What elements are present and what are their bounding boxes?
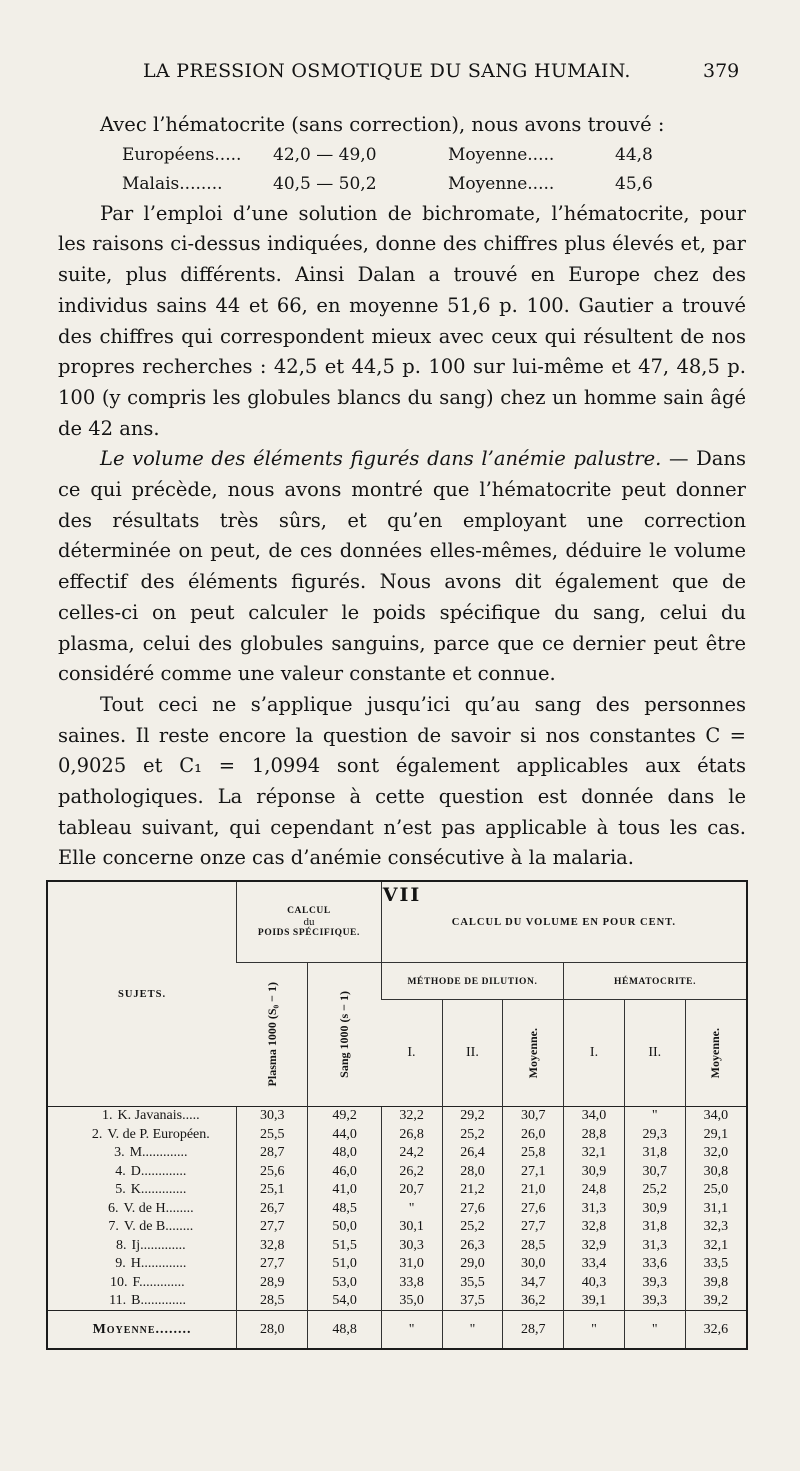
- cell-d1: 30,1: [381, 1218, 442, 1237]
- subject-cell: [48, 1144, 237, 1163]
- cell-h2: 31,8: [624, 1144, 685, 1163]
- subject-cell: [48, 1199, 237, 1218]
- mean-plasma: 28,0: [237, 1311, 308, 1348]
- subject-number: 1.: [102, 1108, 113, 1124]
- cell-sang: 46,0: [308, 1162, 381, 1181]
- cell-dm: 34,7: [503, 1273, 564, 1292]
- header-dilution: [381, 963, 563, 1000]
- cell-d1: 26,2: [381, 1162, 442, 1181]
- running-header: [0, 60, 800, 96]
- subject-name: M.............: [129, 1145, 188, 1161]
- subject-name: V. de P. Européen.: [107, 1126, 210, 1142]
- cell-hm: 39,2: [685, 1292, 746, 1311]
- cell-d2: 37,5: [442, 1292, 503, 1311]
- subject-number: 8.: [116, 1237, 127, 1253]
- mean-h2: ": [624, 1311, 685, 1348]
- cell-dm: 30,7: [503, 1106, 564, 1125]
- cell-hm: 39,8: [685, 1273, 746, 1292]
- cell-d1: 33,8: [381, 1273, 442, 1292]
- subject-name: D.............: [130, 1163, 187, 1179]
- cell-h2: 30,9: [624, 1199, 685, 1218]
- cell-h1: 30,9: [564, 1162, 625, 1181]
- cell-plasma: 28,9: [237, 1273, 308, 1292]
- cell-hm: 31,1: [685, 1199, 746, 1218]
- cell-sang: 53,0: [308, 1273, 381, 1292]
- data-table: [48, 882, 746, 1348]
- cell-h1: 39,1: [564, 1292, 625, 1311]
- cell-d2: 26,4: [442, 1144, 503, 1163]
- cell-h2: ": [624, 1106, 685, 1125]
- cell-sang: 54,0: [308, 1292, 381, 1311]
- measurement-mean-label: Moyenne.....: [448, 144, 555, 165]
- cell-hm: 32,1: [685, 1236, 746, 1255]
- cell-plasma: 28,7: [237, 1144, 308, 1163]
- cell-d2: 35,5: [442, 1273, 503, 1292]
- paragraph-1: Par l’emploi d’une solution de bichromate, l’hématocrite, pour les raisons ci-dessus indiquées, donne des chiffres plus élevés et, par suite, plus différents. Ainsi Dalan a trouvé en Europe chez des individus sains 44 et 66, en moyenne 51,6 p. 100. Gautier a trouvé des chiffres qui correspondent mieux avec ceux qui résultent de nos propres recherches : 42,5 et 44,5 p. 100 sur lui-même et 47, 48,5 p. 100 (y compris les globules blancs du sang) chez un homme sain âgé de 42 ans.: [58, 201, 746, 440]
- subject-cell: [48, 1255, 237, 1274]
- mean-label: [48, 1311, 237, 1348]
- dilution-mean-label: Moyenne.: [525, 1027, 540, 1079]
- mean-d1: ": [381, 1311, 442, 1348]
- cell-plasma: 32,8: [237, 1236, 308, 1255]
- table-row: [48, 1106, 746, 1125]
- mean-dm: 28,7: [503, 1311, 564, 1348]
- header-sw-line-2: du: [303, 916, 315, 929]
- cell-dm: 27,7: [503, 1218, 564, 1237]
- subject-cell: [48, 1218, 237, 1237]
- cell-h2: 33,6: [624, 1255, 685, 1274]
- cell-sang: 41,0: [308, 1181, 381, 1200]
- cell-d1: 31,0: [381, 1255, 442, 1274]
- header-plasma: [237, 963, 308, 1106]
- header-subjects-label: SUJETS.: [117, 988, 167, 1000]
- cell-h2: 31,3: [624, 1236, 685, 1255]
- cell-h1: 31,3: [564, 1199, 625, 1218]
- header-sang: [308, 963, 381, 1106]
- subject-cell: [48, 1292, 237, 1311]
- paragraph-2-body: — Dans ce qui précède, nous avons montré que l’hématocrite peut donner des résultats très sûrs, et qu’en employant une correction déterminée on peut, de ces données elles-mêmes, déduire le volume effectif des éléments figurés. Nous avons dit également que de celles-ci on peut calculer le poids spécifique du sang, celui du plasma, celui des globules sanguins, parce que ce dernier peut être considéré comme une valeur constante et connue.: [58, 447, 746, 686]
- cell-h2: 39,3: [624, 1292, 685, 1311]
- cell-d1: 35,0: [381, 1292, 442, 1311]
- subject-number: 9.: [115, 1256, 126, 1272]
- cell-h1: 33,4: [564, 1255, 625, 1274]
- data-table-frame: [46, 880, 748, 1350]
- cell-plasma: 25,6: [237, 1162, 308, 1181]
- measurement-label: Malais........: [122, 173, 223, 194]
- cell-h1: 32,8: [564, 1218, 625, 1237]
- subject-number: 10.: [109, 1274, 128, 1290]
- running-title: LA PRESSION OSMOTIQUE DU SANG HUMAIN.: [143, 60, 631, 82]
- subject-name: V. de H........: [123, 1200, 194, 1216]
- page-number: 379: [703, 60, 740, 82]
- header-specific-weight: [237, 882, 382, 963]
- cell-h1: 28,8: [564, 1125, 625, 1144]
- cell-hm: 30,8: [685, 1162, 746, 1181]
- cell-hm: 32,0: [685, 1144, 746, 1163]
- cell-h1: 24,8: [564, 1181, 625, 1200]
- measurement-row: [58, 141, 746, 170]
- measurement-range: 40,5 — 50,2: [273, 173, 377, 194]
- hematocrit-label: HÉMATOCRITE.: [614, 977, 697, 988]
- cell-plasma: 26,7: [237, 1199, 308, 1218]
- cell-sang: 49,2: [308, 1106, 381, 1125]
- subject-name: Ij.............: [131, 1237, 186, 1253]
- cell-h2: 29,3: [624, 1125, 685, 1144]
- mean-label-text: Moyenne........: [92, 1321, 192, 1337]
- cell-d1: 26,8: [381, 1125, 442, 1144]
- cell-hm: 32,3: [685, 1218, 746, 1237]
- cell-h2: 30,7: [624, 1162, 685, 1181]
- cell-h1: 34,0: [564, 1106, 625, 1125]
- cell-dm: 36,2: [503, 1292, 564, 1311]
- subject-number: 7.: [108, 1219, 119, 1235]
- cell-h1: 40,3: [564, 1273, 625, 1292]
- cell-hm: 34,0: [685, 1106, 746, 1125]
- cell-h2: 31,8: [624, 1218, 685, 1237]
- cell-hm: 25,0: [685, 1181, 746, 1200]
- cell-d1: ": [381, 1199, 442, 1218]
- cell-h1: 32,1: [564, 1144, 625, 1163]
- header-dm: [503, 1000, 564, 1106]
- subject-number: 11.: [109, 1293, 127, 1309]
- header-h2: II.: [624, 1000, 685, 1106]
- cell-dm: 27,1: [503, 1162, 564, 1181]
- table-number: VII: [382, 884, 422, 907]
- plasma-label: Plasma 1000 (S₀ − 1): [264, 982, 279, 1087]
- dilution-label: MÉTHODE DE DILUTION.: [407, 977, 538, 988]
- cell-sang: 48,5: [308, 1199, 381, 1218]
- cell-d2: 28,0: [442, 1162, 503, 1181]
- table-row: [48, 1218, 746, 1237]
- body-text: [58, 110, 746, 911]
- header-d1: I.: [381, 1000, 442, 1106]
- cell-h2: 39,3: [624, 1273, 685, 1292]
- measurement-mean: 45,6: [615, 173, 653, 194]
- header-volume: [381, 882, 746, 963]
- paragraph-2: [58, 444, 746, 690]
- subject-number: 2.: [91, 1126, 103, 1142]
- subject-cell: [48, 1125, 237, 1144]
- header-hematocrit: [564, 963, 746, 1000]
- cell-d2: 26,3: [442, 1236, 503, 1255]
- cell-sang: 50,0: [308, 1218, 381, 1237]
- subject-cell: [48, 1236, 237, 1255]
- header-subjects: [48, 882, 237, 1106]
- cell-d2: 25,2: [442, 1125, 503, 1144]
- table-row: [48, 1125, 746, 1144]
- subject-name: K.............: [130, 1182, 187, 1198]
- sang-label: Sang 1000 (s − 1): [337, 991, 352, 1079]
- table-row: [48, 1255, 746, 1274]
- cell-dm: 30,0: [503, 1255, 564, 1274]
- cell-d2: 25,2: [442, 1218, 503, 1237]
- subject-name: H.............: [130, 1256, 187, 1272]
- cell-d2: 21,2: [442, 1181, 503, 1200]
- subject-name: V. de B........: [123, 1219, 194, 1235]
- header-row: [48, 882, 746, 963]
- cell-sang: 51,0: [308, 1255, 381, 1274]
- cell-d1: 20,7: [381, 1181, 442, 1200]
- subject-number: 6.: [108, 1200, 119, 1216]
- subject-cell: [48, 1162, 237, 1181]
- cell-d1: 24,2: [381, 1144, 442, 1163]
- subject-name: B.............: [131, 1293, 186, 1309]
- subject-number: 3.: [114, 1145, 125, 1161]
- cell-h1: 32,9: [564, 1236, 625, 1255]
- cell-dm: 21,0: [503, 1181, 564, 1200]
- hematocrit-mean-label: Moyenne.: [708, 1027, 723, 1079]
- cell-plasma: 25,1: [237, 1181, 308, 1200]
- measurement-list: [58, 141, 746, 199]
- header-sw-line-1: CALCUL: [287, 906, 331, 917]
- measurement-row: [58, 170, 746, 199]
- cell-sang: 44,0: [308, 1125, 381, 1144]
- subject-name: K. Javanais.....: [117, 1108, 200, 1124]
- cell-plasma: 30,3: [237, 1106, 308, 1125]
- cell-plasma: 28,5: [237, 1292, 308, 1311]
- measurement-mean: 44,8: [615, 144, 653, 165]
- cell-plasma: 25,5: [237, 1125, 308, 1144]
- mean-sang: 48,8: [308, 1311, 381, 1348]
- measurement-label: Européens.....: [122, 144, 242, 165]
- subject-number: 5.: [115, 1182, 126, 1198]
- header-h1: I.: [564, 1000, 625, 1106]
- cell-dm: 28,5: [503, 1236, 564, 1255]
- subject-cell: [48, 1273, 237, 1292]
- cell-d1: 32,2: [381, 1106, 442, 1125]
- table-row: [48, 1199, 746, 1218]
- subject-cell: [48, 1181, 237, 1200]
- table-row: [48, 1273, 746, 1292]
- table-row: [48, 1236, 746, 1255]
- header-sw-line-3: POIDS SPÉCIFIQUE.: [257, 928, 360, 939]
- table-row: [48, 1292, 746, 1311]
- subject-number: 4.: [115, 1163, 126, 1179]
- table-body: [48, 1106, 746, 1311]
- mean-d2: ": [442, 1311, 503, 1348]
- subject-cell: [48, 1106, 237, 1125]
- cell-dm: 25,8: [503, 1144, 564, 1163]
- paragraph-2-title: Le volume des éléments figurés dans l’anémie palustre.: [100, 447, 662, 471]
- cell-plasma: 27,7: [237, 1218, 308, 1237]
- intro-line: Avec l’hématocrite (sans correction), nous avons trouvé :: [100, 113, 665, 136]
- cell-d2: 29,2: [442, 1106, 503, 1125]
- cell-dm: 27,6: [503, 1199, 564, 1218]
- cell-dm: 26,0: [503, 1125, 564, 1144]
- table-row: [48, 1181, 746, 1200]
- mean-h1: ": [564, 1311, 625, 1348]
- cell-d2: 27,6: [442, 1199, 503, 1218]
- header-d2: II.: [442, 1000, 503, 1106]
- cell-plasma: 27,7: [237, 1255, 308, 1274]
- table-row: [48, 1144, 746, 1163]
- cell-hm: 33,5: [685, 1255, 746, 1274]
- subject-name: F.............: [132, 1274, 185, 1290]
- cell-h2: 25,2: [624, 1181, 685, 1200]
- measurement-mean-label: Moyenne.....: [448, 173, 555, 194]
- header-volume-label: CALCUL DU VOLUME EN POUR CENT.: [451, 917, 676, 929]
- paragraph-3: Tout ceci ne s’applique jusqu’ici qu’au sang des personnes saines. Il reste encore la question de savoir si nos constantes C = 0,9025 et C₁ = 1,0994 sont également applicables aux états pathologiques. La réponse à cette question est donnée dans le tableau suivant, qui cependant n’est pas applicable à tous les cas. Elle concerne onze cas d’anémie consécutive à la malaria.: [58, 692, 746, 870]
- cell-sang: 51,5: [308, 1236, 381, 1255]
- cell-d1: 30,3: [381, 1236, 442, 1255]
- cell-d2: 29,0: [442, 1255, 503, 1274]
- cell-hm: 29,1: [685, 1125, 746, 1144]
- table-row: [48, 1162, 746, 1181]
- mean-row: [48, 1311, 746, 1348]
- mean-hm: 32,6: [685, 1311, 746, 1348]
- measurement-range: 42,0 — 49,0: [273, 144, 377, 165]
- header-hm: [685, 1000, 746, 1106]
- cell-sang: 48,0: [308, 1144, 381, 1163]
